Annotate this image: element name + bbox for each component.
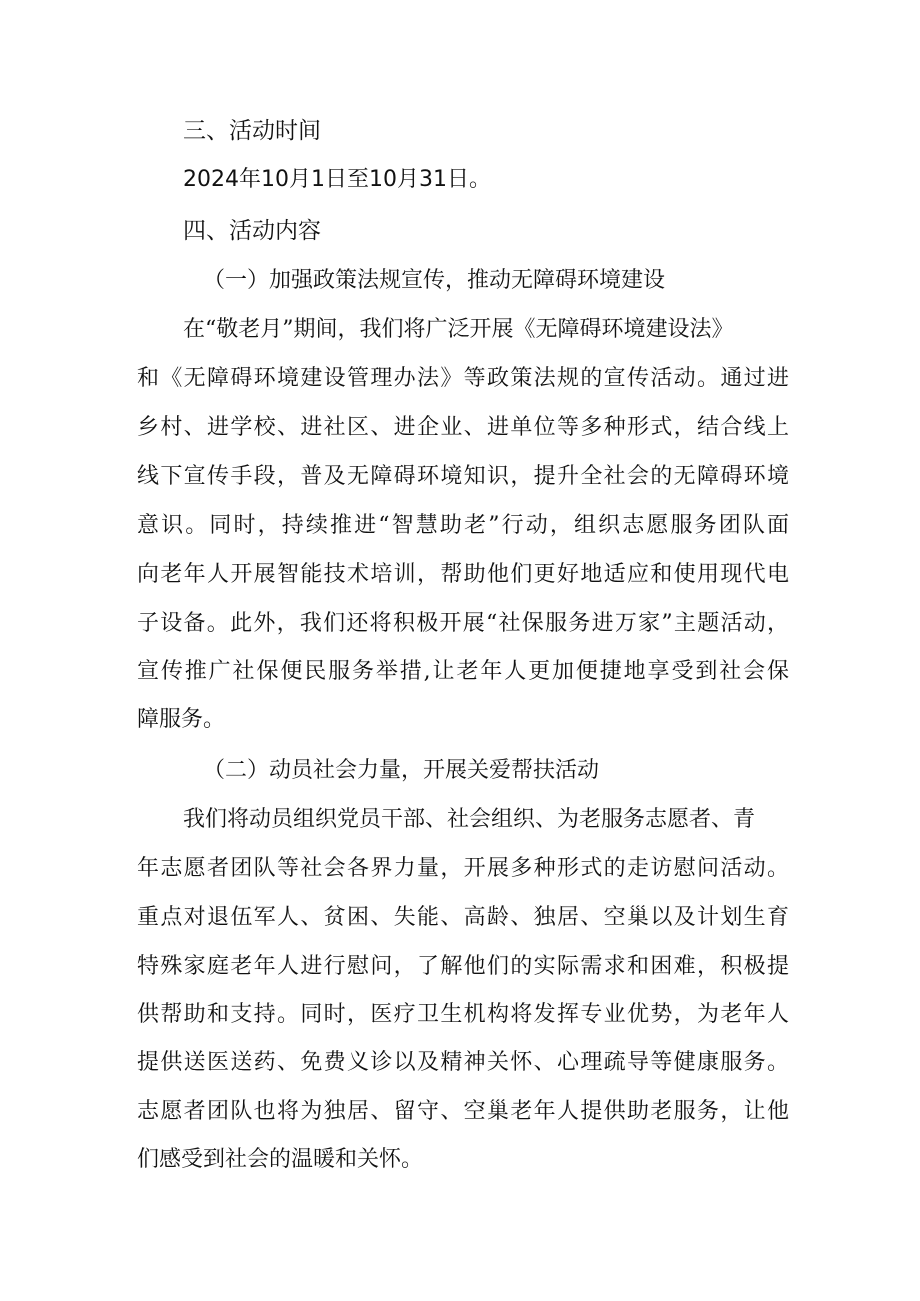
paragraph-1-line: 宣传推广社保便民服务举措,让老年人更加便捷地享受到社会保 <box>137 659 789 684</box>
paragraph-1-line: 和《无障碍环境建设管理办法》等政策法规的宣传活动。通过进 <box>137 366 789 391</box>
paragraph-2-line: 提供送医送药、免费义诊以及精神关怀、心理疏导等健康服务。 <box>137 1050 789 1075</box>
subsection-1-title: （一）加强政策法规宣传，推动无障碍环境建设 <box>203 268 666 293</box>
paragraph-2-line: 特殊家庭老年人进行慰问，了解他们的实际需求和困难，积极提 <box>137 954 789 979</box>
paragraph-2-line: 们感受到社会的温暖和关怀。 <box>137 1147 424 1172</box>
paragraph-1-line: 意识。同时，持续推进“智慧助老”行动，组织志愿服务团队面 <box>137 513 789 538</box>
section-4-heading: 四、活动内容 <box>183 218 321 244</box>
paragraph-2-line: 重点对退伍军人、贫困、失能、高龄、独居、空巢以及计划生育 <box>137 905 789 930</box>
paragraph-2-line: 年志愿者团队等社会各界力量，开展多种形式的走访慰问活动。 <box>137 856 789 881</box>
paragraph-1-line: 在“敬老月”期间，我们将广泛开展《无障碍环境建设法》 <box>183 317 734 342</box>
paragraph-2-line: 我们将动员组织党员干部、社会组织、为老服务志愿者、青 <box>183 807 756 832</box>
section-3-date-text: 2024年10月1日至10月31日。 <box>183 167 491 192</box>
paragraph-1-line: 乡村、进学校、进社区、进企业、进单位等多种形式，结合线上 <box>137 415 789 440</box>
paragraph-2-line: 供帮助和支持。同时，医疗卫生机构将发挥专业优势，为老年人 <box>137 1002 789 1027</box>
paragraph-1-line: 子设备。此外，我们还将积极开展“社保服务进万家”主题活动， <box>137 611 789 636</box>
subsection-2-title: （二）动员社会力量，开展关爱帮扶活动 <box>203 758 600 783</box>
paragraph-1-line: 向老年人开展智能技术培训，帮助他们更好地适应和使用现代电 <box>137 562 789 587</box>
paragraph-2-line: 志愿者团队也将为独居、留守、空巢老年人提供助老服务，让他 <box>137 1099 789 1124</box>
section-3-heading: 三、活动时间 <box>183 118 321 144</box>
paragraph-1-line: 障服务。 <box>137 707 226 732</box>
paragraph-1-line: 线下宣传手段，普及无障碍环境知识，提升全社会的无障碍环境 <box>137 464 789 489</box>
